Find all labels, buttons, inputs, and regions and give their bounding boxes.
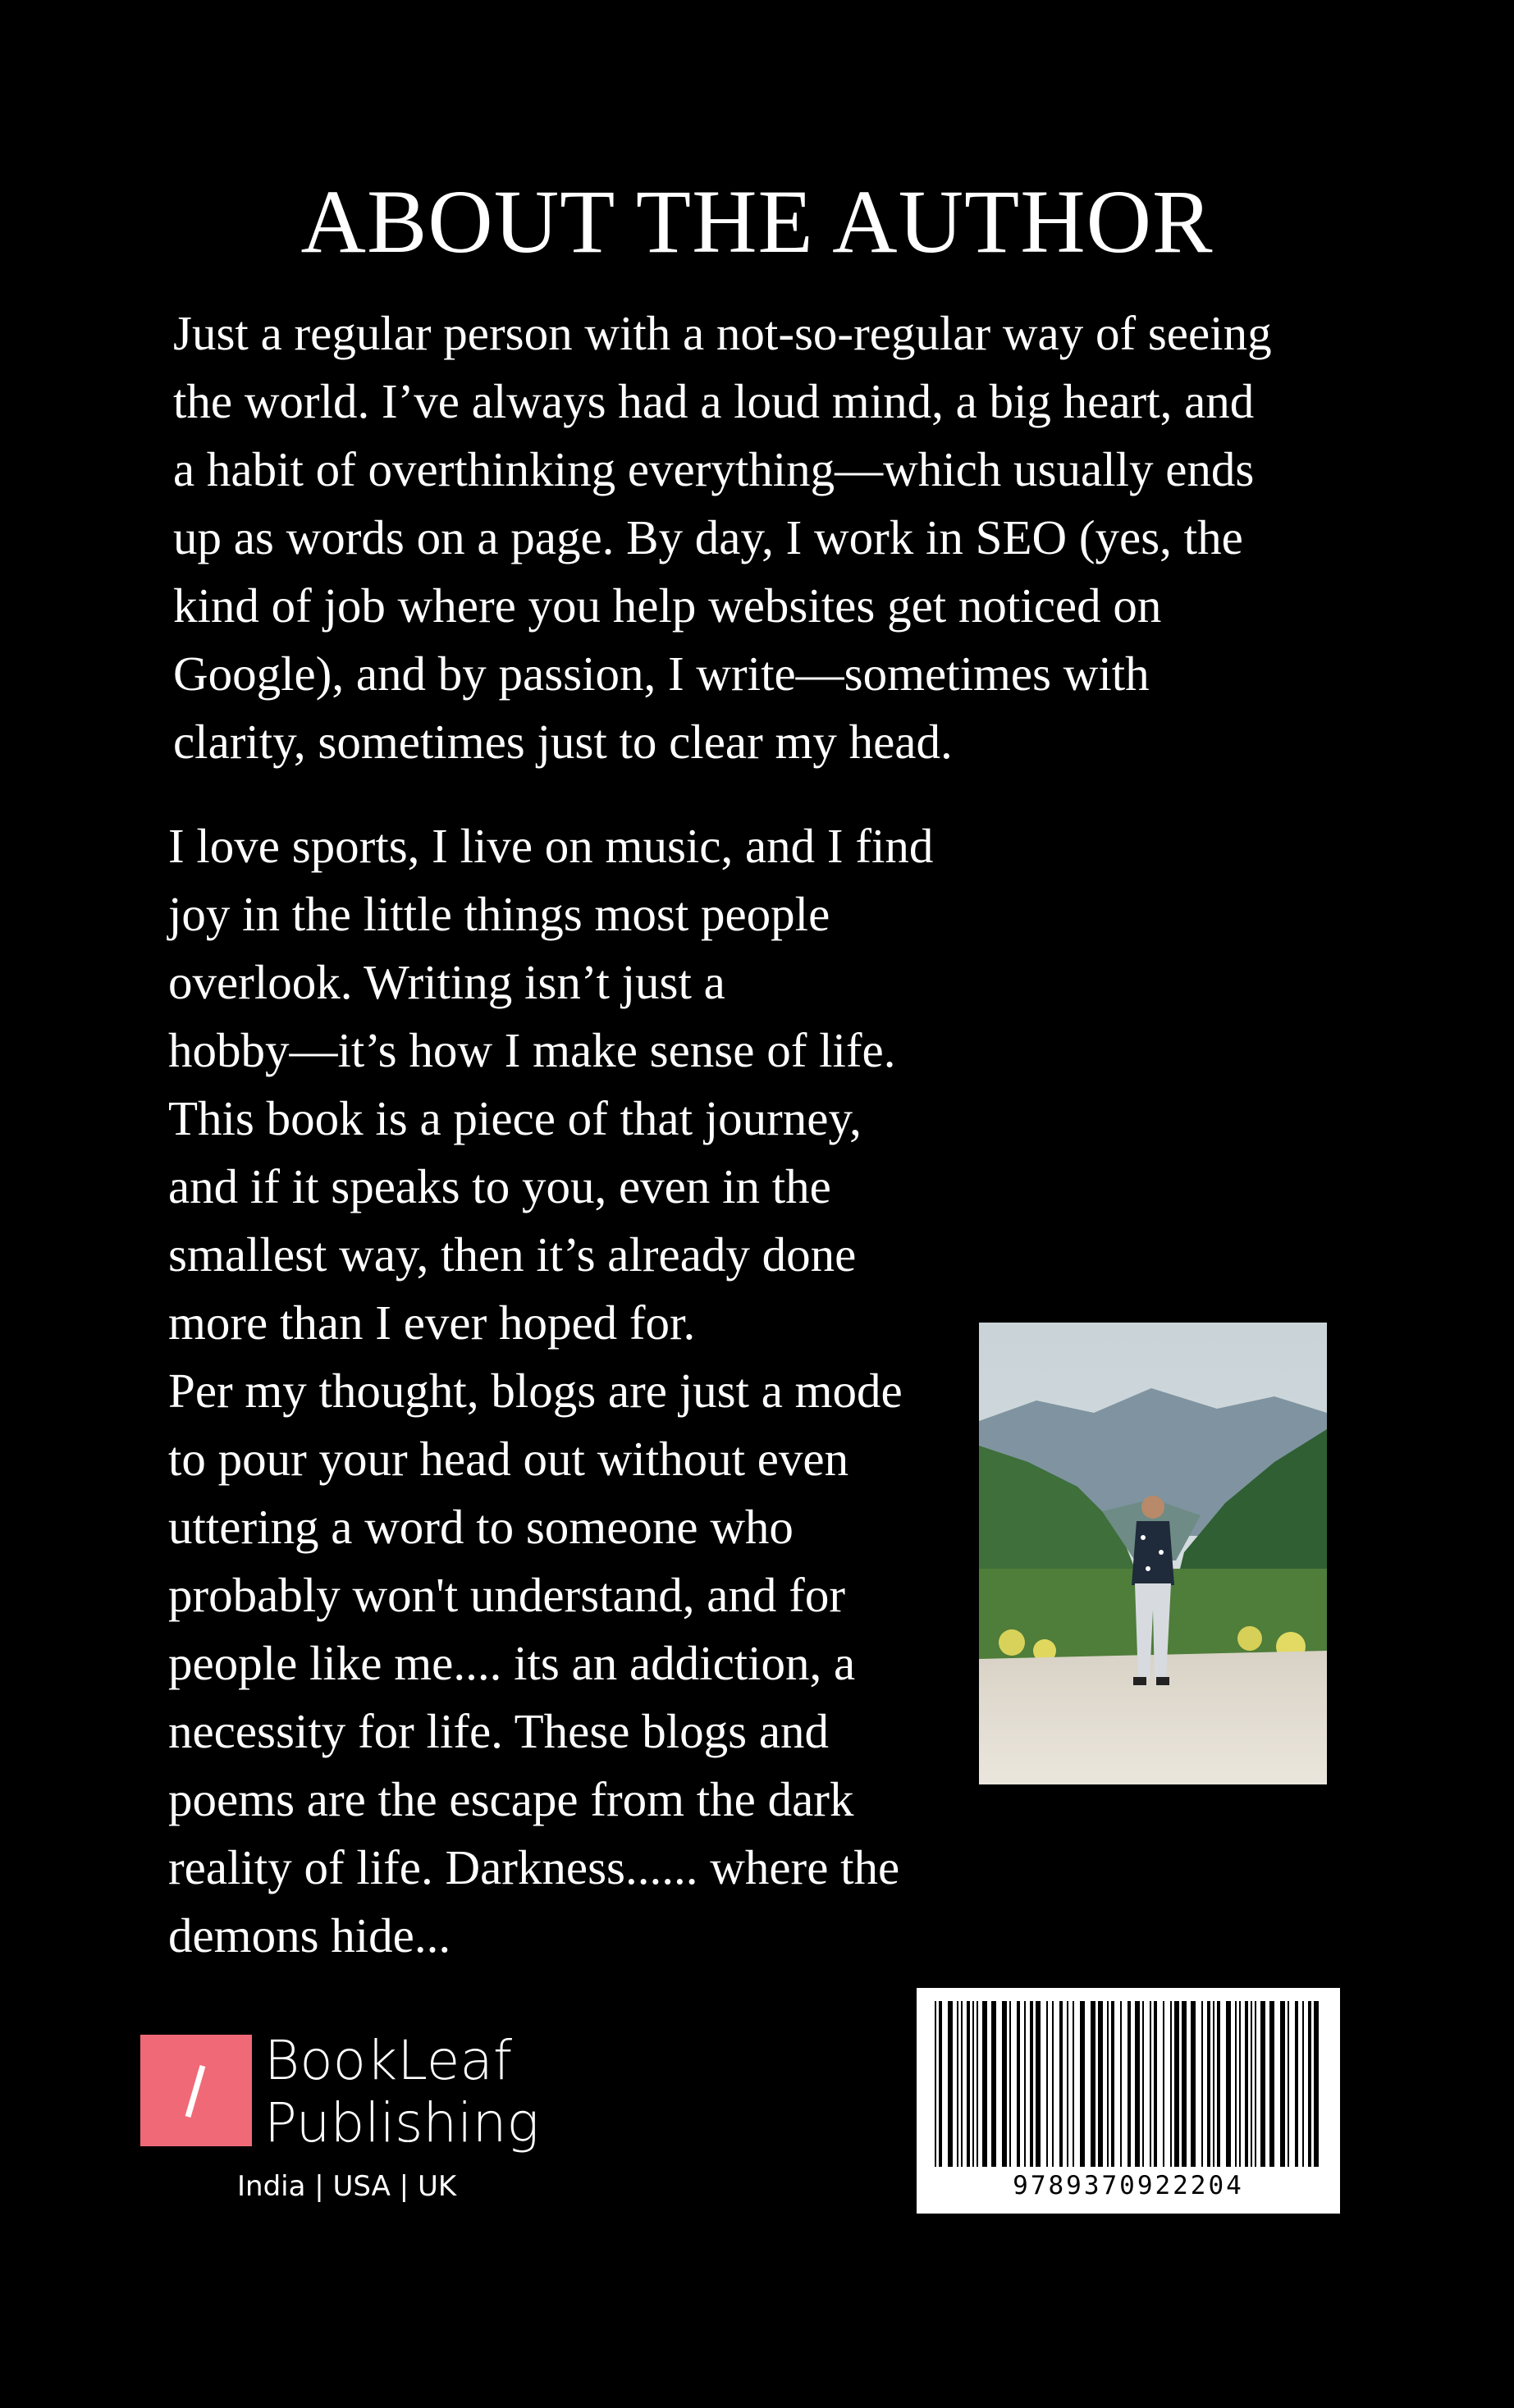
barcode-bar [1009,2001,1011,2167]
barcode-bar [1098,2001,1103,2167]
barcode-bar [1288,2001,1289,2167]
barcode-bar [935,2001,936,2167]
text-line: poems are the escape from the dark [168,1772,854,1826]
barcode-bar [1142,2001,1144,2167]
barcode-bar [1245,2001,1248,2167]
barcode-bar [957,2001,958,2167]
text-line: joy in the little things most people [168,887,830,941]
text-line: hobby—it’s how I make sense of life. [168,1023,896,1077]
barcode-bar [961,2001,963,2167]
barcode-bar [1135,2001,1140,2167]
publisher-name-line-1: BookLeaf [264,2029,513,2092]
barcode-bar [1201,2001,1203,2167]
page-title: ABOUT THE AUTHOR [300,171,1214,272]
barcode-bar [1059,2001,1063,2167]
barcode-bar [1073,2001,1074,2167]
barcode-bar [1235,2001,1237,2167]
publisher-name [264,2030,539,2154]
text-line: to pour your head out without even [168,1432,849,1486]
author-bio-paragraph-2 [168,812,997,1970]
barcode-bar [1052,2001,1054,2167]
barcode-bar [1213,2001,1214,2167]
barcode-bar [1295,2001,1298,2167]
text-line: people like me.... its an addiction, a [168,1636,856,1690]
barcode-bar [1174,2001,1179,2167]
barcode-bar [1226,2001,1231,2167]
barcode-bar [982,2001,987,2167]
barcode-bar [1191,2001,1196,2167]
publisher-countries: India | USA | UK [237,2170,457,2203]
barcode-bar [1269,2001,1274,2167]
text-line: probably won't understand, and for [168,1568,845,1622]
author-bio-paragraph-1 [173,299,1396,776]
text-line: kind of job where you help websites get noticed on [173,578,1162,633]
text-line: a habit of overthinking everything—which usually ends [173,442,1255,496]
barcode-bar [977,2001,978,2167]
text-line: up as words on a page. By day, I work in SEO (yes, the [173,510,1243,564]
text-line: clarity, sometimes just to clear my head. [173,715,953,769]
text-line: smallest way, then it’s already done [168,1227,857,1282]
author-photo [979,1323,1327,1784]
text-line: reality of life. Darkness...... where the [168,1840,900,1894]
barcode-bar [1080,2001,1085,2167]
barcode-bar [1251,2001,1252,2167]
barcode-bar [1302,2001,1304,2167]
text-line: demons hide... [168,1908,451,1962]
barcode-bar [1036,2001,1041,2167]
barcode-bar [1046,2001,1048,2167]
isbn-barcode [917,1988,1340,2214]
barcode-bar [1260,2001,1265,2167]
text-line: Google), and by passion, I write—sometimes with [173,647,1150,701]
barcode-bar [1091,2001,1095,2167]
text-line: necessity for life. These blogs and [168,1704,830,1758]
barcode-bar [1067,2001,1068,2167]
barcode-bar [939,2001,942,2167]
barcode-bar [1017,2001,1020,2167]
barcode-bar [1107,2001,1109,2167]
barcode-bar [1163,2001,1164,2167]
barcode-bar [1120,2001,1122,2167]
barcode-bar [1030,2001,1033,2167]
barcode-bar [967,2001,970,2167]
text-line: and if it speaks to you, even in the [168,1159,831,1213]
text-line: I love sports, I live on music, and I find [168,819,934,873]
barcode-bar [948,2001,953,2167]
barcode-bar [1024,2001,1026,2167]
barcode-bar [1217,2001,1220,2167]
barcode-bar [1182,2001,1187,2167]
text-line: the world. I’ve always had a loud mind, a big heart, and [173,374,1255,428]
barcode-bar [972,2001,974,2167]
barcode-bar [1154,2001,1157,2167]
text-line: uttering a word to someone who [168,1500,794,1554]
isbn-number: 9789370922204 [1013,2171,1244,2200]
text-line: overlook. Writing isn’t just a [168,955,725,1009]
barcode-bar [1239,2001,1241,2167]
text-line: Per my thought, blogs are just a mode [168,1364,903,1418]
barcode-bar [1002,2001,1007,2167]
barcode-bar [1280,2001,1285,2167]
barcode-bar [1150,2001,1151,2167]
barcode-bar [1111,2001,1114,2167]
publisher-name-line-2: Publishing [264,2091,540,2154]
slash-icon [140,2035,252,2146]
barcode-bar [1207,2001,1210,2167]
publisher-logo [140,2029,567,2215]
text-line: more than I ever hoped for. [168,1295,696,1350]
barcode-bar [1127,2001,1131,2167]
barcode-bar [1308,2001,1311,2167]
barcode-bar [991,2001,996,2167]
barcode-bar [1170,2001,1172,2167]
text-line: Just a regular person with a not-so-regular way of seeing [173,306,1272,360]
text-line: This book is a piece of that journey, [168,1091,862,1145]
barcode-bar [1255,2001,1256,2167]
barcode-bar [1314,2001,1319,2167]
